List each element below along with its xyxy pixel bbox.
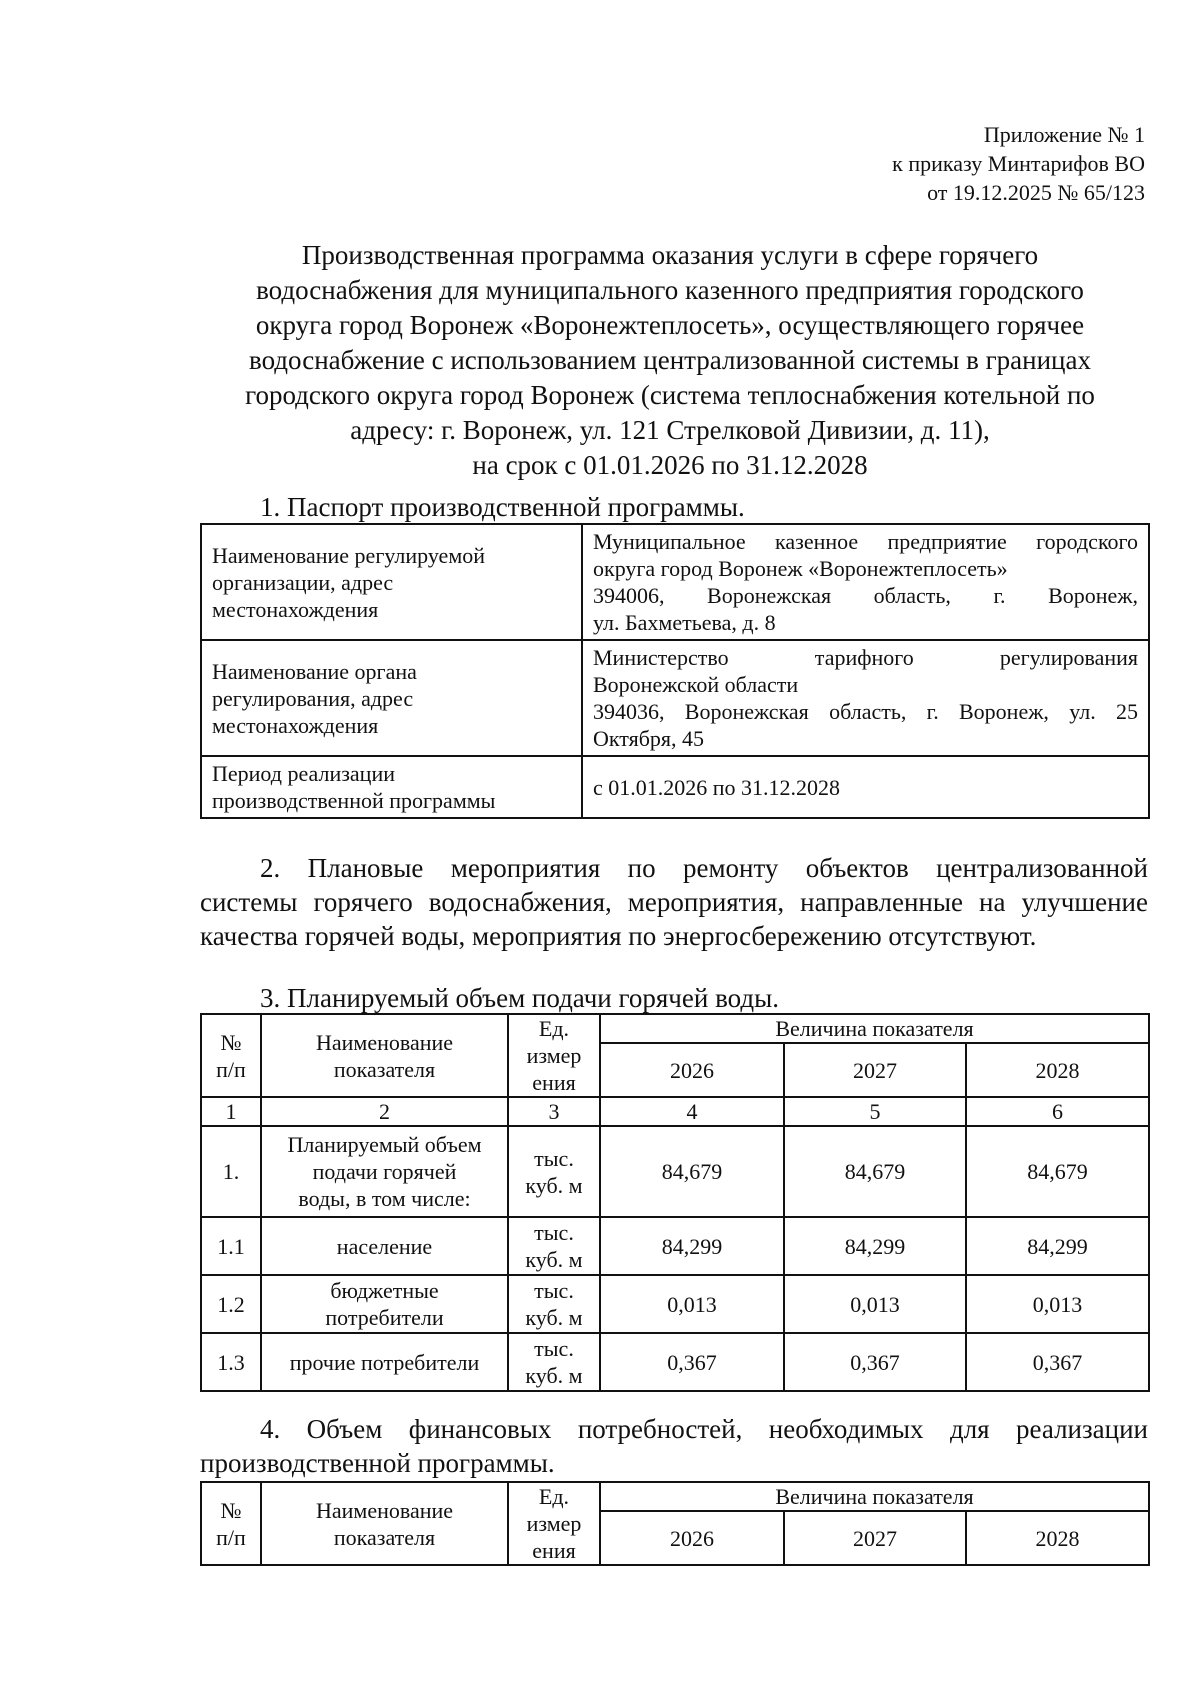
cell-line: ул. Бахметьева, д. 8 — [593, 610, 776, 635]
section2-paragraph — [200, 851, 1148, 953]
row-value: 0,367 — [784, 1333, 966, 1391]
section3-heading: 3. Планируемый объем подачи горячей воды. — [260, 983, 779, 1013]
cell-line: Воронежской области — [593, 672, 799, 697]
header-year: 2028 — [966, 1043, 1149, 1097]
column-number: 6 — [966, 1097, 1149, 1126]
header-name — [261, 1014, 508, 1097]
title-line: водоснабжение с использованием централизованной системы в границах — [249, 345, 1091, 375]
paragraph-line: 2. Плановые мероприятия по ремонту объектов централизованной — [260, 853, 1148, 883]
row-name — [261, 1126, 508, 1217]
table-row — [201, 1217, 1149, 1275]
passport-table — [200, 523, 1150, 819]
cell-line: Министерство тарифного регулирования — [593, 645, 1138, 670]
section4-paragraph — [200, 1412, 1148, 1480]
cell-line: измер — [526, 1043, 582, 1068]
table-row — [201, 1126, 1149, 1217]
column-number-row — [201, 1097, 1149, 1126]
paragraph-line: качества горячей воды, мероприятия по энергосбережению отсутствуют. — [200, 921, 1037, 951]
cell-line: тыс. — [534, 1220, 574, 1245]
passport-label-cell — [201, 640, 582, 756]
cell-line: куб. м — [525, 1172, 583, 1198]
title-line: Производственная программа оказания услуги в сфере горячего — [301, 240, 1039, 270]
table-header-row — [201, 1482, 1149, 1511]
cell-line: Октября, 45 — [593, 726, 705, 751]
cell-line: ения — [532, 1070, 576, 1095]
title-line: на срок с 01.01.2026 по 31.12.2028 — [472, 450, 868, 480]
cell-line: организации, адрес — [212, 569, 394, 595]
cell-line: прочие потребители — [289, 1349, 480, 1375]
column-number: 5 — [784, 1097, 966, 1126]
column-number: 4 — [600, 1097, 784, 1126]
row-value: 0,367 — [966, 1333, 1149, 1391]
cell-line: местонахождения — [212, 712, 379, 738]
row-value: 84,299 — [784, 1217, 966, 1275]
cell-line: ения — [532, 1538, 576, 1563]
cell-line: № — [220, 1029, 242, 1055]
row-unit — [508, 1217, 600, 1275]
cell-line: население — [336, 1233, 433, 1259]
table-row — [201, 1275, 1149, 1333]
header-year: 2026 — [600, 1043, 784, 1097]
passport-label-cell — [201, 756, 582, 818]
row-value: 84,299 — [966, 1217, 1149, 1275]
cell-line: Наименование органа — [212, 658, 417, 684]
row-value: 0,013 — [966, 1275, 1149, 1333]
cell-line: Наименование регулируемой — [212, 542, 486, 568]
document-title — [195, 238, 1145, 483]
passport-value-cell — [582, 524, 1149, 640]
cell-line: тыс. — [534, 1278, 574, 1303]
cell-line: п/п — [216, 1056, 246, 1082]
passport-value-cell — [582, 756, 1149, 818]
annex-block — [725, 120, 1145, 207]
cell-line: 394006, Воронежская область, г. Воронеж, — [593, 583, 1138, 608]
title-line: адресу: г. Воронеж, ул. 121 Стрелковой Дивизии, д. 11), — [350, 415, 990, 445]
cell-line: регулирования, адрес — [212, 685, 414, 711]
cell-line: № — [220, 1497, 242, 1523]
paragraph-line: системы горячего водоснабжения, мероприятия, направленные на улучшение — [200, 887, 1148, 917]
column-number: 3 — [508, 1097, 600, 1126]
title-line: водоснабжения для муниципального казенного предприятия городского — [256, 275, 1084, 305]
header-year: 2027 — [784, 1043, 966, 1097]
row-value: 0,013 — [784, 1275, 966, 1333]
cell-line: измер — [526, 1511, 582, 1536]
table-row — [201, 756, 1149, 818]
column-number: 1 — [201, 1097, 261, 1126]
row-value: 84,299 — [600, 1217, 784, 1275]
table-header-row — [201, 1014, 1149, 1043]
cell-line: тыс. — [534, 1336, 574, 1361]
cell-line: производственной программы — [212, 788, 496, 813]
header-num — [201, 1482, 261, 1565]
title-line: городского округа город Воронеж (система теплоснабжения котельной по — [245, 380, 1095, 410]
header-value-group: Величина показателя — [600, 1014, 1149, 1043]
cell-line: Период реализации — [212, 761, 396, 786]
cell-line: Ед. — [538, 1484, 570, 1509]
cell-line: 394036, Воронежская область, г. Воронеж, ул. 25 — [593, 699, 1138, 724]
section1-heading: 1. Паспорт производственной программы. — [260, 492, 745, 522]
header-unit — [508, 1014, 600, 1097]
table-row — [201, 524, 1149, 640]
row-value: 84,679 — [784, 1126, 966, 1217]
hot-water-volume-table — [200, 1013, 1150, 1392]
annex-line: от 19.12.2025 № 65/123 — [927, 180, 1145, 205]
cell-line: показателя — [333, 1056, 436, 1082]
financial-needs-table — [200, 1481, 1150, 1566]
cell-line: воды, в том числе: — [298, 1186, 471, 1211]
cell-line: подачи горячей — [312, 1159, 457, 1184]
cell-line: куб. м — [525, 1247, 583, 1272]
row-num: 1.1 — [201, 1217, 261, 1275]
paragraph-line: производственной программы. — [200, 1448, 555, 1478]
header-year: 2028 — [966, 1511, 1149, 1565]
cell-line: с 01.01.2026 по 31.12.2028 — [593, 774, 841, 800]
cell-line: потребители — [325, 1305, 444, 1330]
cell-line: местонахождения — [212, 596, 379, 622]
cell-line: Наименование — [315, 1497, 454, 1523]
cell-line: куб. м — [525, 1305, 583, 1330]
annex-line: Приложение № 1 — [983, 122, 1145, 147]
row-unit — [508, 1333, 600, 1391]
row-value: 0,367 — [600, 1333, 784, 1391]
row-num: 1.2 — [201, 1275, 261, 1333]
cell-line: куб. м — [525, 1363, 583, 1388]
cell-line: Наименование — [315, 1029, 454, 1055]
header-num — [201, 1014, 261, 1097]
passport-value-cell — [582, 640, 1149, 756]
cell-line: Планируемый объем — [287, 1132, 482, 1157]
row-value: 84,679 — [966, 1126, 1149, 1217]
row-unit — [508, 1126, 600, 1217]
annex-line: к приказу Минтарифов ВО — [892, 151, 1145, 176]
cell-line: показателя — [333, 1524, 436, 1550]
row-num: 1. — [201, 1126, 261, 1217]
row-name — [261, 1217, 508, 1275]
cell-line: Ед. — [538, 1016, 570, 1041]
row-num: 1.3 — [201, 1333, 261, 1391]
cell-line: п/п — [216, 1524, 246, 1550]
cell-line: округа город Воронеж «Воронежтеплосеть» — [593, 556, 1008, 581]
header-value-group: Величина показателя — [600, 1482, 1149, 1511]
title-line: округа город Воронеж «Воронежтеплосеть», осуществляющего горячее — [255, 310, 1085, 340]
header-year: 2026 — [600, 1511, 784, 1565]
row-name — [261, 1275, 508, 1333]
table-row — [201, 1333, 1149, 1391]
row-unit — [508, 1275, 600, 1333]
paragraph-line: 4. Объем финансовых потребностей, необходимых для реализации — [260, 1414, 1148, 1444]
column-number: 2 — [261, 1097, 508, 1126]
row-value: 84,679 — [600, 1126, 784, 1217]
cell-line: тыс. — [534, 1145, 574, 1171]
cell-line: Муниципальное казенное предприятие городского — [593, 529, 1138, 554]
passport-label-cell — [201, 524, 582, 640]
table-row — [201, 640, 1149, 756]
header-name — [261, 1482, 508, 1565]
cell-line: бюджетные — [330, 1278, 439, 1303]
row-value: 0,013 — [600, 1275, 784, 1333]
header-unit — [508, 1482, 600, 1565]
row-name — [261, 1333, 508, 1391]
header-year: 2027 — [784, 1511, 966, 1565]
